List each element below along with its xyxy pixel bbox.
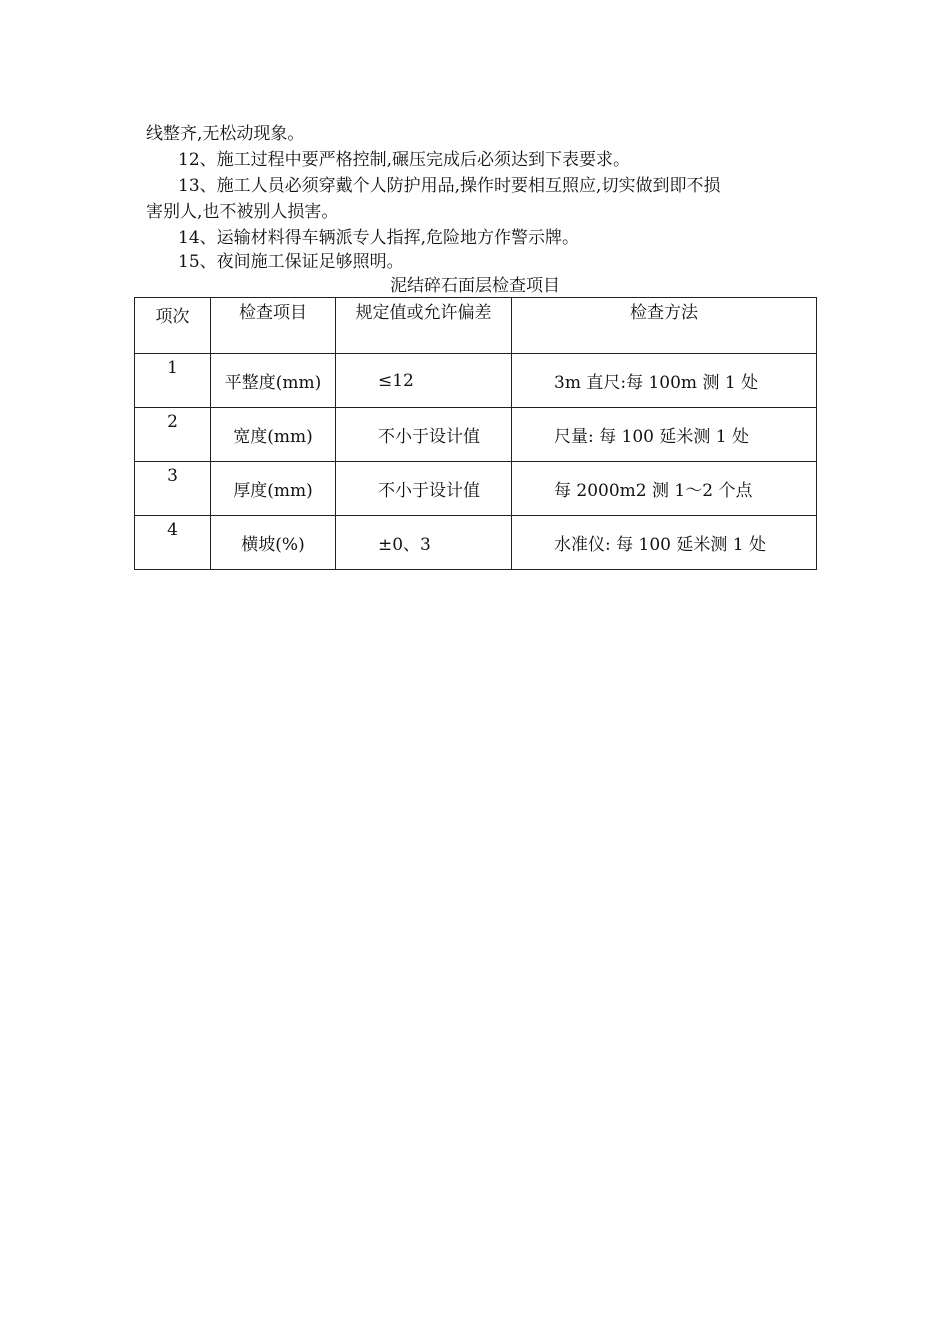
cell-standard [336,354,512,408]
cell-text: 不小于设计值 [378,427,480,447]
table-row [135,354,817,408]
paragraph-line: 13、施工人员必须穿戴个人防护用品,操作时要相互照应,切实做到即不损 [178,176,721,196]
table-caption: 泥结碎石面层检查项目 [390,276,560,296]
cell-index: 3 [135,462,211,516]
cell-method [512,408,817,462]
cell-text: 水准仪: 每 100 延米测 1 处 [554,535,767,555]
table-row [135,408,817,462]
cell-text: ≤12 [378,370,414,391]
cell-standard [336,516,512,570]
inspection-table [134,297,817,570]
cell-index: 1 [135,354,211,408]
cell-text: ±0、3 [378,535,431,555]
table-row [135,516,817,570]
cell-text: 尺量: 每 100 延米测 1 处 [554,427,750,447]
table-row [135,462,817,516]
header-cell-method [512,298,817,354]
header-cell-item: 检查项目 [211,298,336,354]
cell-text: 3m 直尺:每 100m 测 1 处 [554,373,759,393]
cell-method [512,516,817,570]
cell-item: 平整度(mm) [211,354,336,408]
header-label: 规定值或允许偏差 [355,303,492,323]
cell-method [512,462,817,516]
cell-index: 2 [135,408,211,462]
paragraph-line: 线整齐,无松动现象。 [146,124,305,144]
cell-text: 不小于设计值 [378,481,480,501]
cell-standard [336,462,512,516]
cell-standard [336,408,512,462]
cell-item: 横坡(%) [211,516,336,570]
paragraph-line: 14、运输材料得车辆派专人指挥,危险地方作警示牌。 [178,228,580,248]
header-label: 检查方法 [630,303,698,323]
paragraph-line: 15、夜间施工保证足够照明。 [178,252,404,272]
cell-item: 厚度(mm) [211,462,336,516]
cell-item: 宽度(mm) [211,408,336,462]
paragraph-line: 12、施工过程中要严格控制,碾压完成后必须达到下表要求。 [178,150,631,170]
cell-index: 4 [135,516,211,570]
cell-method [512,354,817,408]
header-cell-index: 项次 [135,298,211,354]
header-cell-standard [336,298,512,354]
table-header-row [135,298,817,354]
paragraph-line: 害别人,也不被别人损害。 [146,202,339,222]
cell-text: 每 2000m2 测 1～2 个点 [554,481,753,501]
